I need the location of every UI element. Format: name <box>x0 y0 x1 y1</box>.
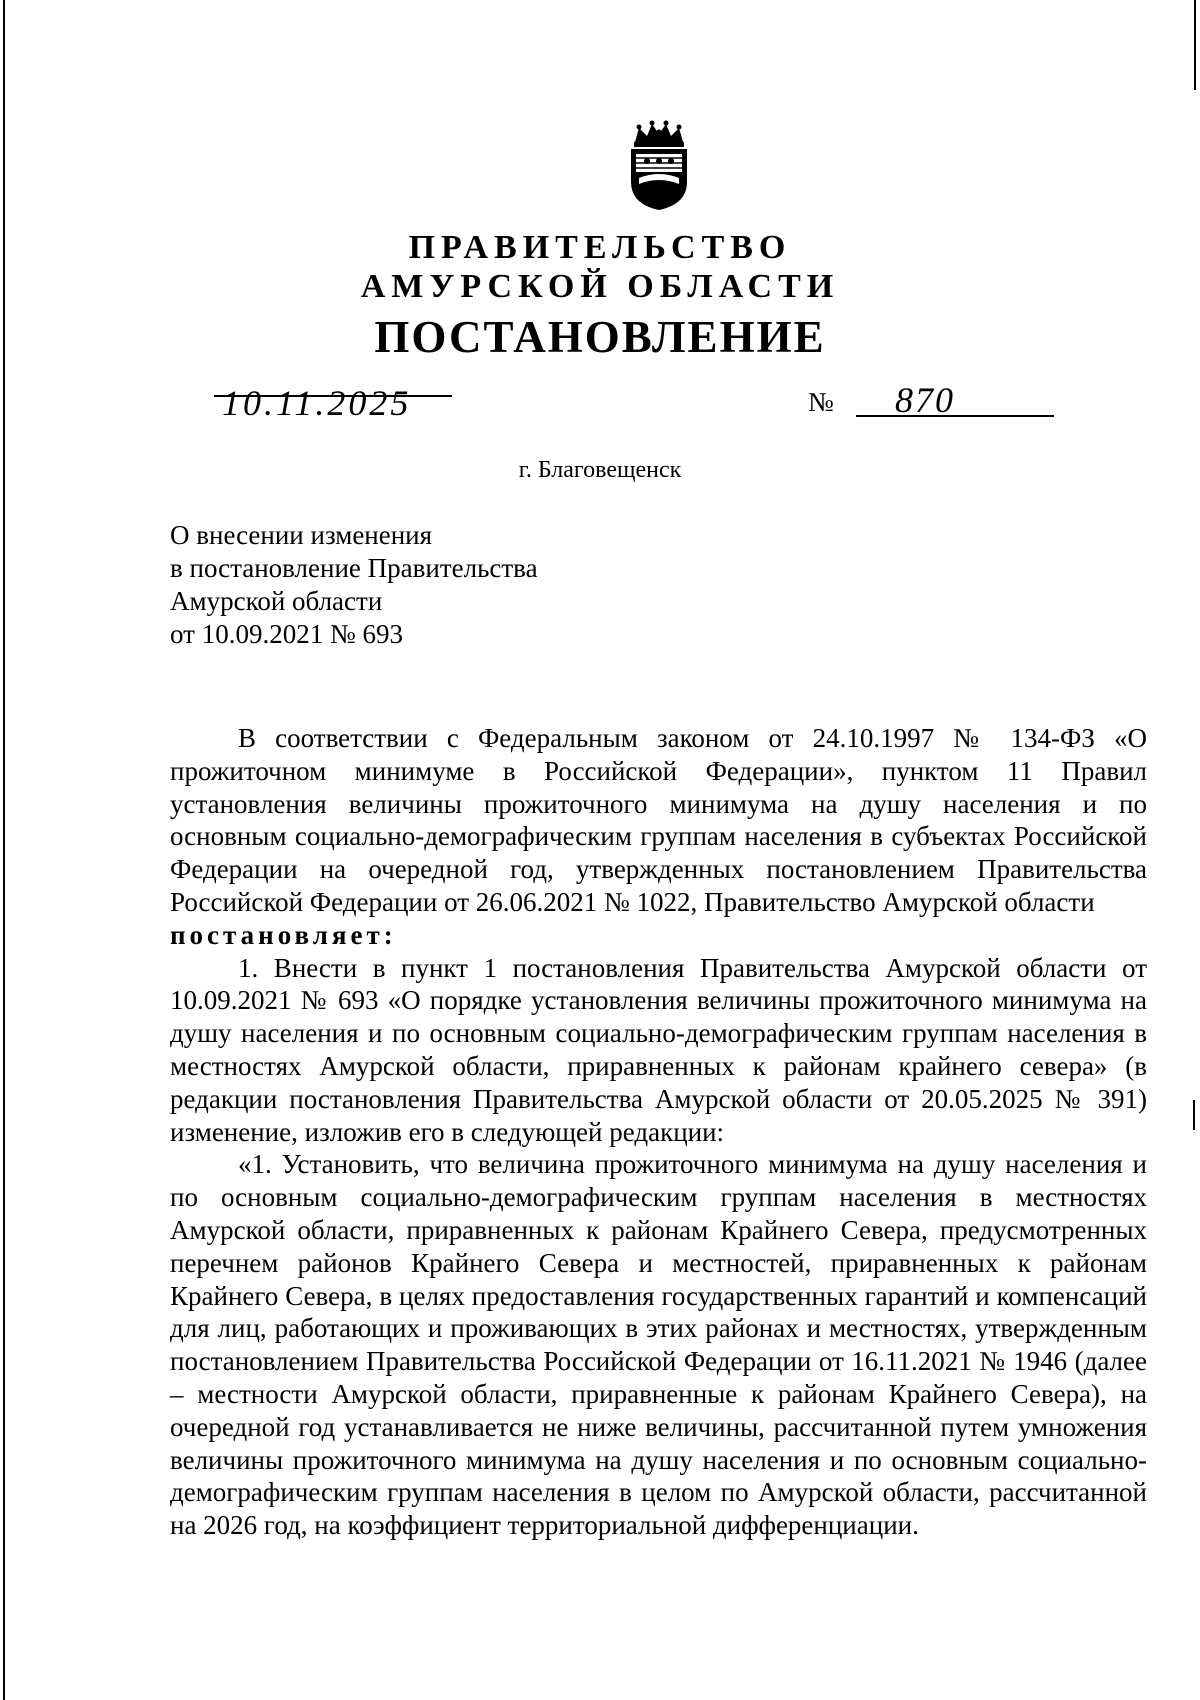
amur-region-coat-of-arms-icon <box>625 120 693 212</box>
document-body <box>170 722 1147 1542</box>
amended-clause-paragraph: «1. Установить, что величина прожиточного минимума на душу населения и по основным социально-демографическим группам населения в местностях Амурской области, приравненных к районам Крайнего Севера, предусмотренных перечнем районов Крайнего Севера и местностей, приравненных к районам Крайнего Севера, в целях предоставления государственных гарантий и компенсаций для лиц, работающих и проживающих в этих районах и местностях, утвержденным постановлением Правительства Российской Федерации от 16.11.2021 № 1946 (далее – местности Амурской области, приравненные к районам Крайнего Севера), на очередной год устанавливается не ниже величины, рассчитанной путем умножения величины прожиточного минимума на душу населения и по основным социально-демографическим группам населения в целом по Амурской области, рассчитанной на 2026 год, на коэффициент территориальной дифференциации. <box>170 1149 1147 1541</box>
organization-name-line1: ПРАВИТЕЛЬСТВО <box>408 229 792 266</box>
city-of-issue: г. Благовещенск <box>518 457 682 483</box>
subject-line: Амурской области <box>170 586 383 616</box>
document-type-title: ПОСТАНОВЛЕНИЕ <box>374 312 826 362</box>
subject-line: от 10.09.2021 № 693 <box>170 619 403 649</box>
scan-edge <box>1193 1100 1195 1130</box>
number-underline <box>856 415 1054 417</box>
document-number: 870 <box>895 380 955 420</box>
clause-1-paragraph: 1. Внести в пункт 1 постановления Правительства Амурской области от 10.09.2021 № 693 «О порядке установления величины прожиточного минимума на душу населения и по основным социально-демографическим группам населения в местностях Амурской области, приравненных к районам крайнего севера» (в редакции постановления Правительства Амурской области от 20.05.2025 № 391) изменение, изложив его в следующей редакции: <box>170 952 1147 1147</box>
resolves-heading: постановляет: <box>170 919 397 950</box>
number-label: № <box>808 387 834 417</box>
subject-line: в постановление Правительства <box>170 553 538 583</box>
scan-edge <box>1194 0 1196 90</box>
subject-line: О внесении изменения <box>170 520 433 550</box>
document-date: 10.11.2025 <box>222 383 412 423</box>
document-subject <box>170 519 538 651</box>
preamble-paragraph: В соответствии с Федеральным законом от 24.10.1997 № 134-ФЗ «О прожиточном минимуме в Российской Федерации», пунктом 11 Правил установления величины прожиточного минимума на душу населения и по основным социально-демографическим группам населения в субъектах Российской Федерации на очередной год, утвержденных постановлением Правительства Российской Федерации от 26.06.2021 № 1022, Правительство Амурской области <box>170 723 1147 917</box>
organization-name-line2: АМУРСКОЙ ОБЛАСТИ <box>360 268 840 305</box>
